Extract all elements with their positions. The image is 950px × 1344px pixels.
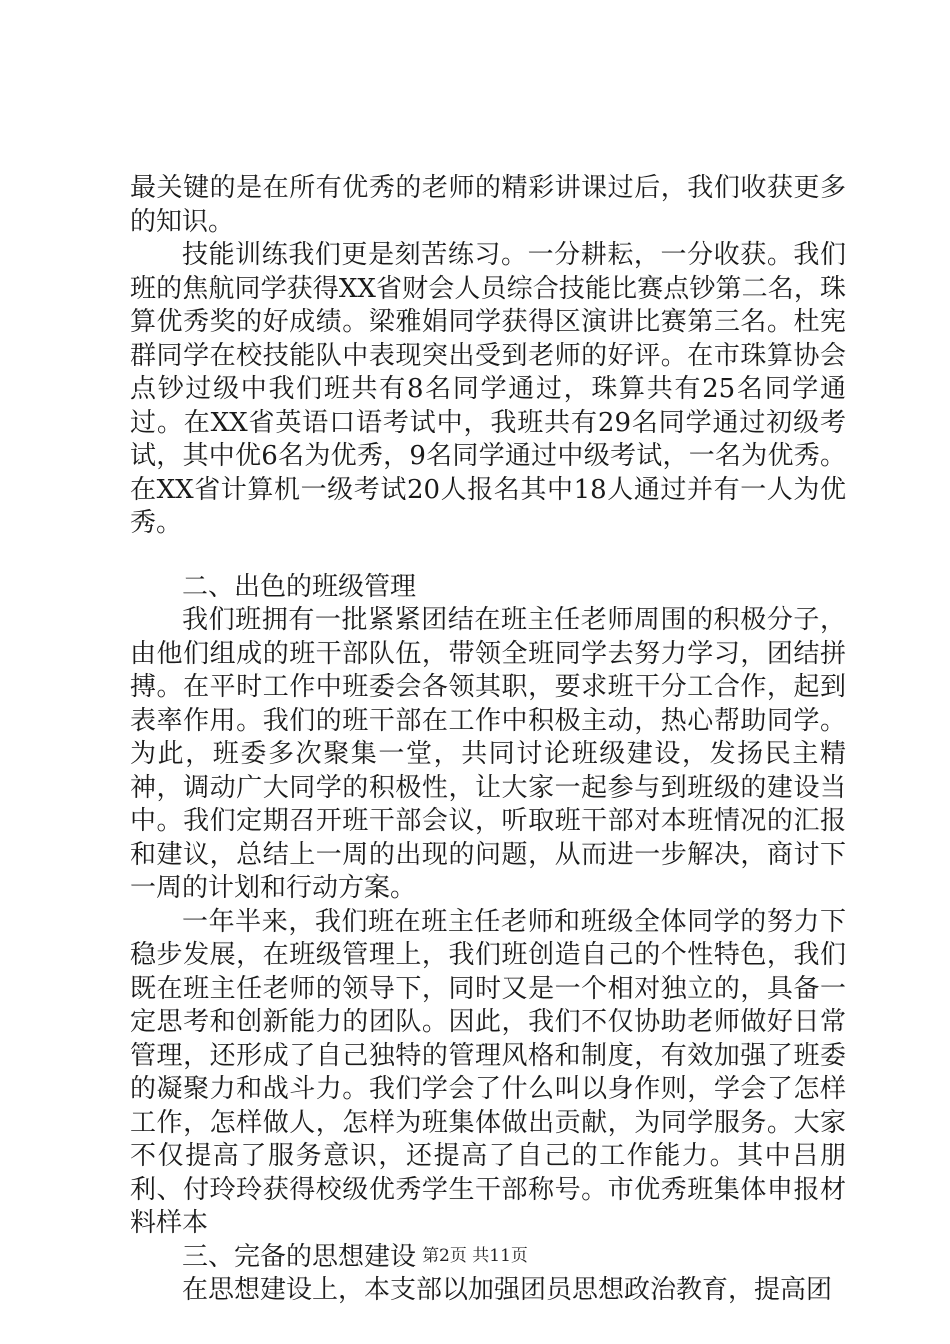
section-heading-ideology: 三、完备的思想建设: [182, 1241, 417, 1272]
paragraph-class-development: 一年半来，我们班在班主任老师和班级全体同学的努力下稳步发展，在班级管理上，我们班创造自己的个性特色，我们既在班主任老师的领导下，同时又是一个相对独立的，具备一定思考和创新能力的团队。因此，我们不仅协助老师做好日常管理，还形成了自己独特的管理风格和制度，有效加强了班委的凝聚力和战斗力。我们学会了什么叫以身作则，学会了怎样工作，怎样做人，怎样为班集体做出贡献，为同学服务。大家不仅提高了服务意识，还提高了自己的工作能力。其中吕朋利、付玲玲获得校级优秀学生干部称号。市优秀班集体申报材料样本: [130, 906, 846, 1238]
paragraph-ideology: 在思想建设上，本支部以加强团员思想政治教育，提高团: [182, 1275, 833, 1305]
paragraph-class-cadres: 我们班拥有一批紧紧团结在班主任老师周围的积极分子，由他们组成的班干部队伍，带领全班同学去努力学习，团结拼搏。在平时工作中班委会各领其职，要求班干分工合作，起到表率作用。我们的班干部在工作中积极主动，热心帮助同学。为此，班委多次聚集一堂，共同讨论班级建设，发扬民主精神，调动广大同学的积极性，让大家一起参与到班级的建设当中。我们定期召开班干部会议，听取班干部对本班情况的汇报和建议，总结上一周的出现的问题，从而进一步解决，商讨下一周的计划和行动方案。: [130, 605, 846, 903]
paragraph-gap: [130, 541, 846, 571]
section-heading-class-management: 二、出色的班级管理: [182, 571, 417, 602]
paragraph-continued: 最关键的是在所有优秀的老师的精彩讲课过后，我们收获更多的知识。: [130, 173, 846, 237]
page-number-footer: 第2页 共11页: [422, 1246, 528, 1266]
document-body: [130, 172, 846, 1308]
paragraph-skills-training: 技能训练我们更是刻苦练习。一分耕耘，一分收获。我们班的焦航同学获得XX省财会人员综合技能比赛点钞第二名，珠算优秀奖的好成绩。梁雅娟同学获得区演讲比赛第三名。杜宪群同学在校技能队中表现突出受到老师的好评。在市珠算协会点钞过级中我们班共有8名同学通过，珠算共有25名同学通过。在XX省英语口语考试中，我班共有29名同学通过初级考试，其中优6名为优秀，9名同学通过中级考试，一名为优秀。在XX省计算机一级考试20人报名其中18人通过并有一人为优秀。: [130, 240, 846, 538]
